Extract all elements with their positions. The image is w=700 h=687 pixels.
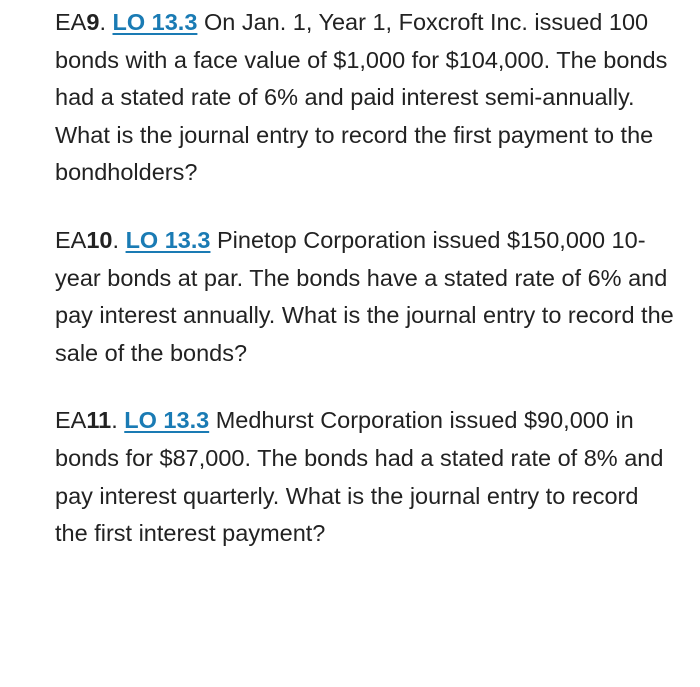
exercise-list — [55, 4, 675, 583]
exercise-prefix: EA — [55, 226, 87, 253]
learning-objective-link[interactable]: LO 13.3 — [112, 9, 198, 35]
exercise-text: Pinetop Corporation issued $150,000 10-year bonds at par. The bonds have a stated rate of 6% and pay interest annually. What is the journal entry to record the sale of the bonds? — [55, 226, 674, 366]
exercise-ea10 — [55, 222, 675, 372]
exercise-prefix: EA — [55, 9, 87, 35]
exercise-ea9 — [55, 4, 675, 192]
exercise-separator: . — [111, 407, 125, 434]
exercise-separator: . — [99, 9, 113, 35]
exercise-number: 10 — [86, 226, 113, 253]
learning-objective-link[interactable]: LO 13.3 — [124, 407, 210, 434]
exercise-number: 9 — [86, 9, 100, 35]
exercise-ea11 — [55, 402, 675, 552]
exercise-text: Medhurst Corporation issued $90,000 in bonds for $87,000. The bonds had a stated rate of 8% and pay interest quarterly. What is the journal entry to record the first interest payment? — [55, 407, 664, 547]
learning-objective-link[interactable]: LO 13.3 — [125, 226, 211, 253]
exercise-number: 11 — [86, 407, 112, 434]
exercise-separator: . — [112, 226, 126, 253]
exercise-text: On Jan. 1, Year 1, Foxcroft Inc. issued 100 bonds with a face value of $1,000 for $104,000. The bonds had a stated rate of 6% and paid interest semi-annually. What is the journal entry to record the first payment to the bondholders? — [55, 9, 668, 186]
exercise-prefix: EA — [55, 407, 87, 434]
